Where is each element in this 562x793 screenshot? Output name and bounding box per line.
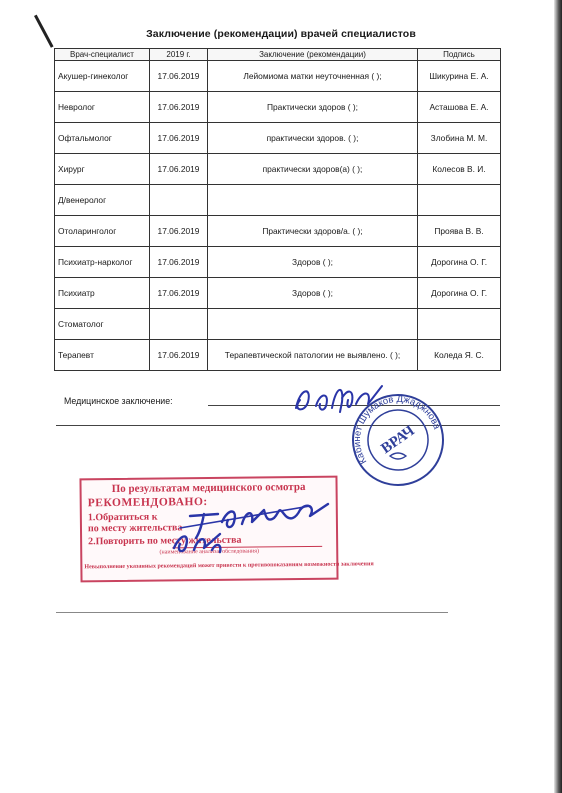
cell-conclusion xyxy=(208,309,418,340)
header-specialist: Врач-специалист xyxy=(55,49,150,61)
table-header-row xyxy=(55,49,501,61)
table-row xyxy=(55,216,501,247)
cell-signature: Дорогина О. Г. xyxy=(418,278,501,309)
round-stamp-ring-text: Кабинет Шумаков Джаджнова xyxy=(351,393,443,467)
header-conclusion: Заключение (рекомендации) xyxy=(208,49,418,61)
cell-date: 17.06.2019 xyxy=(150,247,208,278)
cell-date: 17.06.2019 xyxy=(150,61,208,92)
round-stamp-center-text: ВРАЧ xyxy=(378,422,418,458)
table-row xyxy=(55,278,501,309)
cell-signature: Злобина М. М. xyxy=(418,123,501,154)
header-year: 2019 г. xyxy=(150,49,208,61)
stamp-line-7: Невыполнение указанных рекомендаций может привести к противопоказаниям возможности заключения xyxy=(84,561,374,571)
cell-specialist: Психиатр-нарколог xyxy=(55,247,150,278)
cell-date: 17.06.2019 xyxy=(150,340,208,371)
cell-signature xyxy=(418,185,501,216)
cell-conclusion: Практически здоров ( ); xyxy=(208,92,418,123)
page-title: Заключение (рекомендации) врачей специалистов xyxy=(146,28,416,40)
cell-specialist: Хирург xyxy=(55,154,150,185)
cell-signature: Асташова Е. А. xyxy=(418,92,501,123)
caduceus-icon xyxy=(390,453,406,459)
stamp-line-2: РЕКОМЕНДОВАНО: xyxy=(87,496,208,510)
signature-doctor xyxy=(282,378,392,428)
cell-conclusion: Здоров ( ); xyxy=(208,278,418,309)
table-row xyxy=(55,340,501,371)
cell-conclusion: Терапевтической патологии не выявлено. ( ); xyxy=(208,340,418,371)
cell-specialist: Офтальмолог xyxy=(55,123,150,154)
table-row xyxy=(55,185,501,216)
table-row xyxy=(55,92,501,123)
cell-signature: Проява В. В. xyxy=(418,216,501,247)
table-row xyxy=(55,154,501,185)
cell-signature: Коледа Я. С. xyxy=(418,340,501,371)
cell-signature xyxy=(418,309,501,340)
stamp-line-5: 2.Повторить по месту жительства xyxy=(88,534,242,548)
cell-conclusion: Практически здоров/а. ( ); xyxy=(208,216,418,247)
medical-conclusion-label: Медицинское заключение: xyxy=(64,396,173,406)
cell-conclusion: практически здоров. ( ); xyxy=(208,123,418,154)
stamp-line-4: по месту жительства xyxy=(87,522,183,535)
cell-signature: Шикурина Е. А. xyxy=(418,61,501,92)
cell-conclusion: Лейомиома матки неуточненная ( ); xyxy=(208,61,418,92)
table-row xyxy=(55,247,501,278)
stamp-line-1: По результатам медицинского осмотра xyxy=(111,480,306,496)
divider-line xyxy=(56,612,448,613)
cell-specialist: Акушер-гинеколог xyxy=(55,61,150,92)
table-row xyxy=(55,61,501,92)
cell-date xyxy=(150,185,208,216)
cell-specialist: Психиатр xyxy=(55,278,150,309)
cell-date: 17.06.2019 xyxy=(150,278,208,309)
stamp-line-3: 1.Обратиться к xyxy=(87,511,158,524)
cell-specialist: Невролог xyxy=(55,92,150,123)
cell-date: 17.06.2019 xyxy=(150,123,208,154)
cell-signature: Дорогина О. Г. xyxy=(418,247,501,278)
table-row xyxy=(55,123,501,154)
cell-specialist: Стоматолог xyxy=(55,309,150,340)
cell-date: 17.06.2019 xyxy=(150,216,208,247)
cell-date: 17.06.2019 xyxy=(150,92,208,123)
specialists-table xyxy=(54,48,501,371)
header-signature: Подпись xyxy=(418,49,501,61)
cell-conclusion: практически здоров(а) ( ); xyxy=(208,154,418,185)
scan-edge xyxy=(554,0,562,793)
cell-conclusion: Здоров ( ); xyxy=(208,247,418,278)
stamp-line-6: (наименование анализа, обследования) xyxy=(159,548,260,556)
cell-specialist: Д/венеролог xyxy=(55,185,150,216)
cell-specialist: Терапевт xyxy=(55,340,150,371)
cell-conclusion xyxy=(208,185,418,216)
cell-date: 17.06.2019 xyxy=(150,154,208,185)
cell-date xyxy=(150,309,208,340)
signature-recommendation xyxy=(150,488,350,568)
cell-specialist: Отоларинголог xyxy=(55,216,150,247)
table-row xyxy=(55,309,501,340)
cell-signature: Колесов В. И. xyxy=(418,154,501,185)
